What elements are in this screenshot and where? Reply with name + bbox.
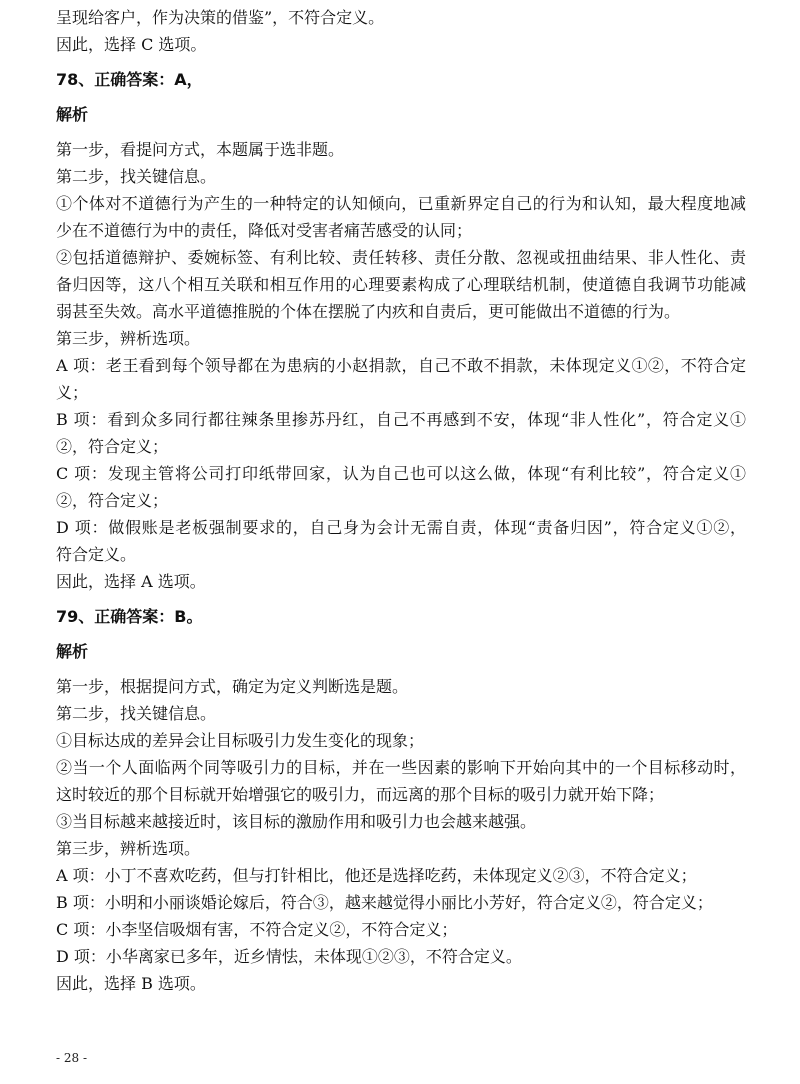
text-line: ②当一个人面临两个同等吸引力的目标，并在一些因素的影响下开始向其中的一个目标移动时， [56, 758, 746, 777]
text-line: ①目标达成的差异会让目标吸引力发生变化的现象； [56, 731, 425, 750]
text-line: ③当目标越来越接近时，该目标的激励作用和吸引力也会越来越强。 [56, 812, 537, 831]
question-78-answer-heading: 78、正确答案：A， [56, 70, 203, 89]
text-line: A 项：小丁不喜欢吃药，但与打针相比，他还是选择吃药，未体现定义②③，不符合定义； [56, 866, 697, 885]
question-79-analysis-label: 解析 [56, 642, 89, 661]
text-line: D 项：做假账是老板强制要求的，自己身为会计无需自责，体现“责备归因”，符合定义①②， [56, 518, 746, 537]
text-line: 因此，选择 A 选项。 [56, 572, 206, 591]
text-line: 第三步，辨析选项。 [56, 839, 201, 858]
question-79-section [56, 603, 746, 997]
question-78-section [56, 66, 746, 595]
text-line: A 项：老王看到每个领导都在为患病的小赵捐款，自己不敢不捐款，未体现定义①②，不符合定 [56, 356, 746, 375]
page-number: - 28 - [56, 1051, 88, 1065]
text-line: 第一步，看提问方式，本题属于选非题。 [56, 140, 345, 159]
question-79-answer-heading: 79、正确答案：B。 [56, 607, 203, 626]
text-line: 弱甚至失效。高水平道德推脱的个体在摆脱了内疚和自责后，更可能做出不道德的行为。 [56, 302, 681, 321]
question-78-analysis-label: 解析 [56, 105, 89, 124]
text-line: 呈现给客户，作为决策的借鉴”，不符合定义。 [56, 8, 385, 27]
text-line: 符合定义。 [56, 545, 137, 564]
text-line: ①个体对不道德行为产生的一种特定的认知倾向，已重新界定自己的行为和认知，最大程度地减 [56, 194, 746, 213]
text-line: B 项：看到众多同行都往辣条里掺苏丹红，自己不再感到不安，体现“非人性化”，符合定义① [56, 410, 746, 429]
text-line: 备归因等，这八个相互关联和相互作用的心理要素构成了心理联结机制，使道德自我调节功能减 [56, 275, 746, 294]
text-line: 第三步，辨析选项。 [56, 329, 201, 348]
text-line: 少在不道德行为中的责任，降低对受害者痛苦感受的认同； [56, 221, 473, 240]
text-line: 因此，选择 C 选项。 [56, 35, 207, 54]
document-page [56, 4, 746, 997]
text-line: ②，符合定义； [56, 491, 169, 510]
text-line: ②包括道德辩护、委婉标签、有利比较、责任转移、责任分散、忽视或扭曲结果、非人性化、责 [56, 248, 746, 267]
text-line: C 项：小李坚信吸烟有害，不符合定义②，不符合定义； [56, 920, 458, 939]
text-line: B 项：小明和小丽谈婚论嫁后，符合③，越来越觉得小丽比小芳好，符合定义②，符合定义； [56, 893, 713, 912]
text-line: 第二步，找关键信息。 [56, 167, 217, 186]
text-line: 第二步，找关键信息。 [56, 704, 217, 723]
text-line: C 项：发现主管将公司打印纸带回家，认为自己也可以这么做，体现“有利比较”，符合定义① [56, 464, 746, 483]
text-line: ②，符合定义； [56, 437, 169, 456]
previous-answer-tail [56, 4, 746, 58]
text-line: 第一步，根据提问方式，确定为定义判断选是题。 [56, 677, 409, 696]
text-line: 这时较近的那个目标就开始增强它的吸引力，而远离的那个目标的吸引力就开始下降； [56, 785, 665, 804]
text-line: 义； [56, 383, 89, 402]
text-line: 因此，选择 B 选项。 [56, 974, 206, 993]
text-line: D 项：小华离家已多年，近乡情怯，未体现①②③，不符合定义。 [56, 947, 522, 966]
